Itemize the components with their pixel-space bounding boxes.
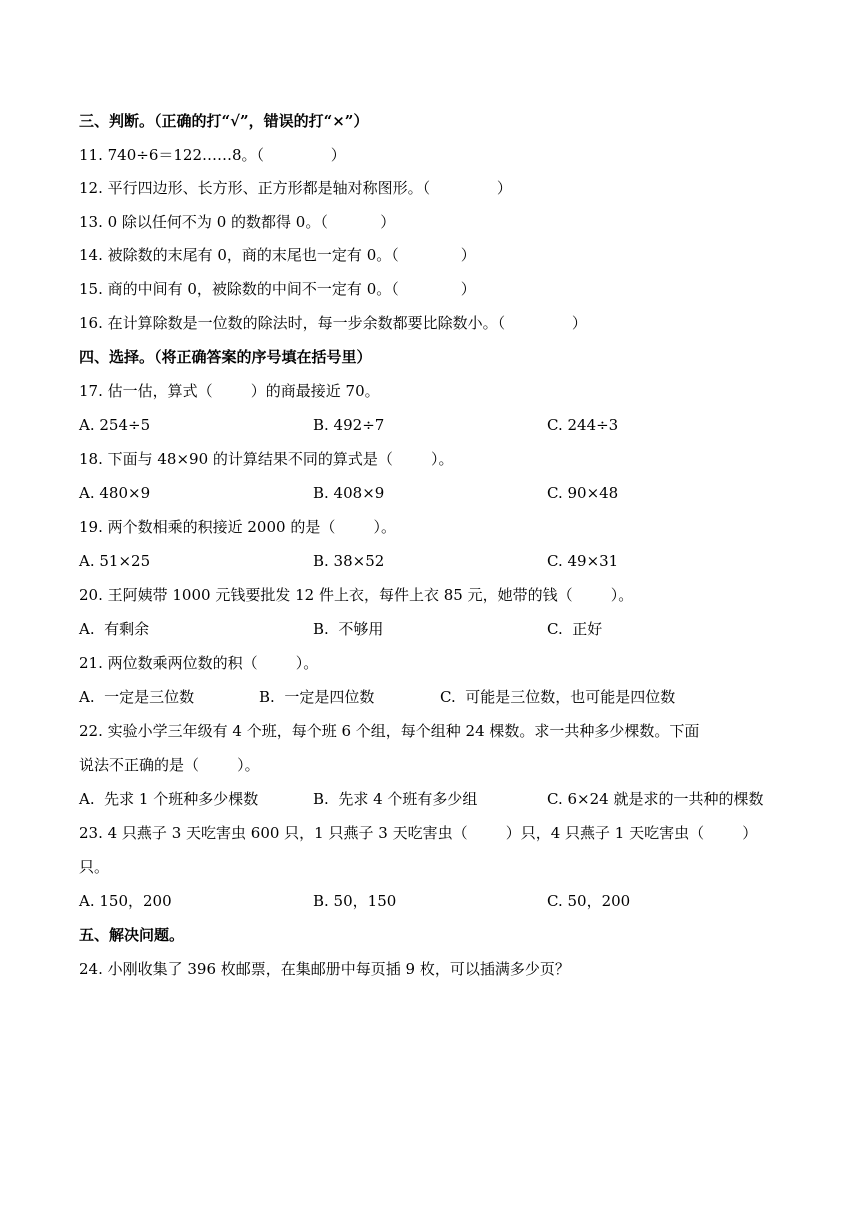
question-23-stem-line1: 23. 4 只燕子 3 天吃害虫 600 只，1 只燕子 3 天吃害虫（ ）只，4 只燕子 1 天吃害虫（ ） — [79, 824, 758, 842]
question-13: 13. 0 除以任何不为 0 的数都得 0。（ ） — [79, 213, 396, 231]
section-5-heading: 五、解决问题。 — [79, 926, 185, 944]
question-21-stem: 21. 两位数乘两位数的积（ ）。 — [79, 654, 319, 672]
question-22-stem-line2: 说法不正确的是（ ）。 — [79, 756, 260, 774]
option-b: B. 一定是四位数 — [259, 688, 375, 706]
question-23-options — [79, 891, 799, 911]
option-b: B. 不够用 — [313, 620, 384, 638]
question-11: 11. 740÷6＝122……8。（ ） — [79, 146, 346, 164]
option-b: B. 50，150 — [313, 892, 397, 910]
option-b: B. 38×52 — [313, 552, 385, 570]
question-22-stem-line1: 22. 实验小学三年级有 4 个班，每个班 6 个组，每个组种 24 棵数。求一共种多少棵数。下面 — [79, 722, 700, 740]
question-19-options — [79, 551, 799, 571]
question-20-stem: 20. 王阿姨带 1000 元钱要批发 12 件上衣，每件上衣 85 元，她带的钱（ ）。 — [79, 586, 634, 604]
question-17-options — [79, 415, 799, 435]
option-c: C. 可能是三位数，也可能是四位数 — [440, 688, 676, 706]
question-16: 16. 在计算除数是一位数的除法时，每一步余数都要比除数小。（ ） — [79, 314, 587, 332]
question-23-stem-line2: 只。 — [79, 858, 110, 876]
question-24: 24. 小刚收集了 396 枚邮票，在集邮册中每页插 9 枚，可以插满多少页？ — [79, 960, 570, 978]
option-a: A. 有剩余 — [79, 620, 150, 638]
question-20-options — [79, 619, 799, 639]
option-c: C. 6×24 就是求的一共种的棵数 — [547, 790, 764, 808]
option-a: A. 254÷5 — [79, 416, 151, 434]
question-18-options — [79, 483, 799, 503]
section-4-heading: 四、选择。（将正确答案的序号填在括号里） — [79, 348, 372, 366]
option-a: A. 150，200 — [79, 892, 172, 910]
question-21-options — [79, 687, 799, 707]
option-a: A. 51×25 — [79, 552, 151, 570]
question-19-stem: 19. 两个数相乘的积接近 2000 的是（ ）。 — [79, 518, 396, 536]
option-a: A. 先求 1 个班种多少棵数 — [79, 790, 259, 808]
question-17-stem: 17. 估一估，算式（ ）的商最接近 70。 — [79, 382, 380, 400]
option-a: A. 一定是三位数 — [79, 688, 195, 706]
option-c: C. 49×31 — [547, 552, 619, 570]
option-c: C. 90×48 — [547, 484, 619, 502]
option-c: C. 50，200 — [547, 892, 631, 910]
option-b: B. 492÷7 — [313, 416, 385, 434]
question-22-options — [79, 789, 799, 809]
option-a: A. 480×9 — [79, 484, 151, 502]
option-c: C. 244÷3 — [547, 416, 619, 434]
option-b: B. 408×9 — [313, 484, 385, 502]
question-14: 14. 被除数的末尾有 0，商的末尾也一定有 0。（ ） — [79, 246, 476, 264]
section-3-heading: 三、判断。（正确的打“√”，错误的打“×”） — [79, 112, 369, 130]
option-c: C. 正好 — [547, 620, 603, 638]
question-15: 15. 商的中间有 0，被除数的中间不一定有 0。（ ） — [79, 280, 476, 298]
option-b: B. 先求 4 个班有多少组 — [313, 790, 478, 808]
question-12: 12. 平行四边形、长方形、正方形都是轴对称图形。（ ） — [79, 179, 512, 197]
question-18-stem: 18. 下面与 48×90 的计算结果不同的算式是（ ）。 — [79, 450, 454, 468]
